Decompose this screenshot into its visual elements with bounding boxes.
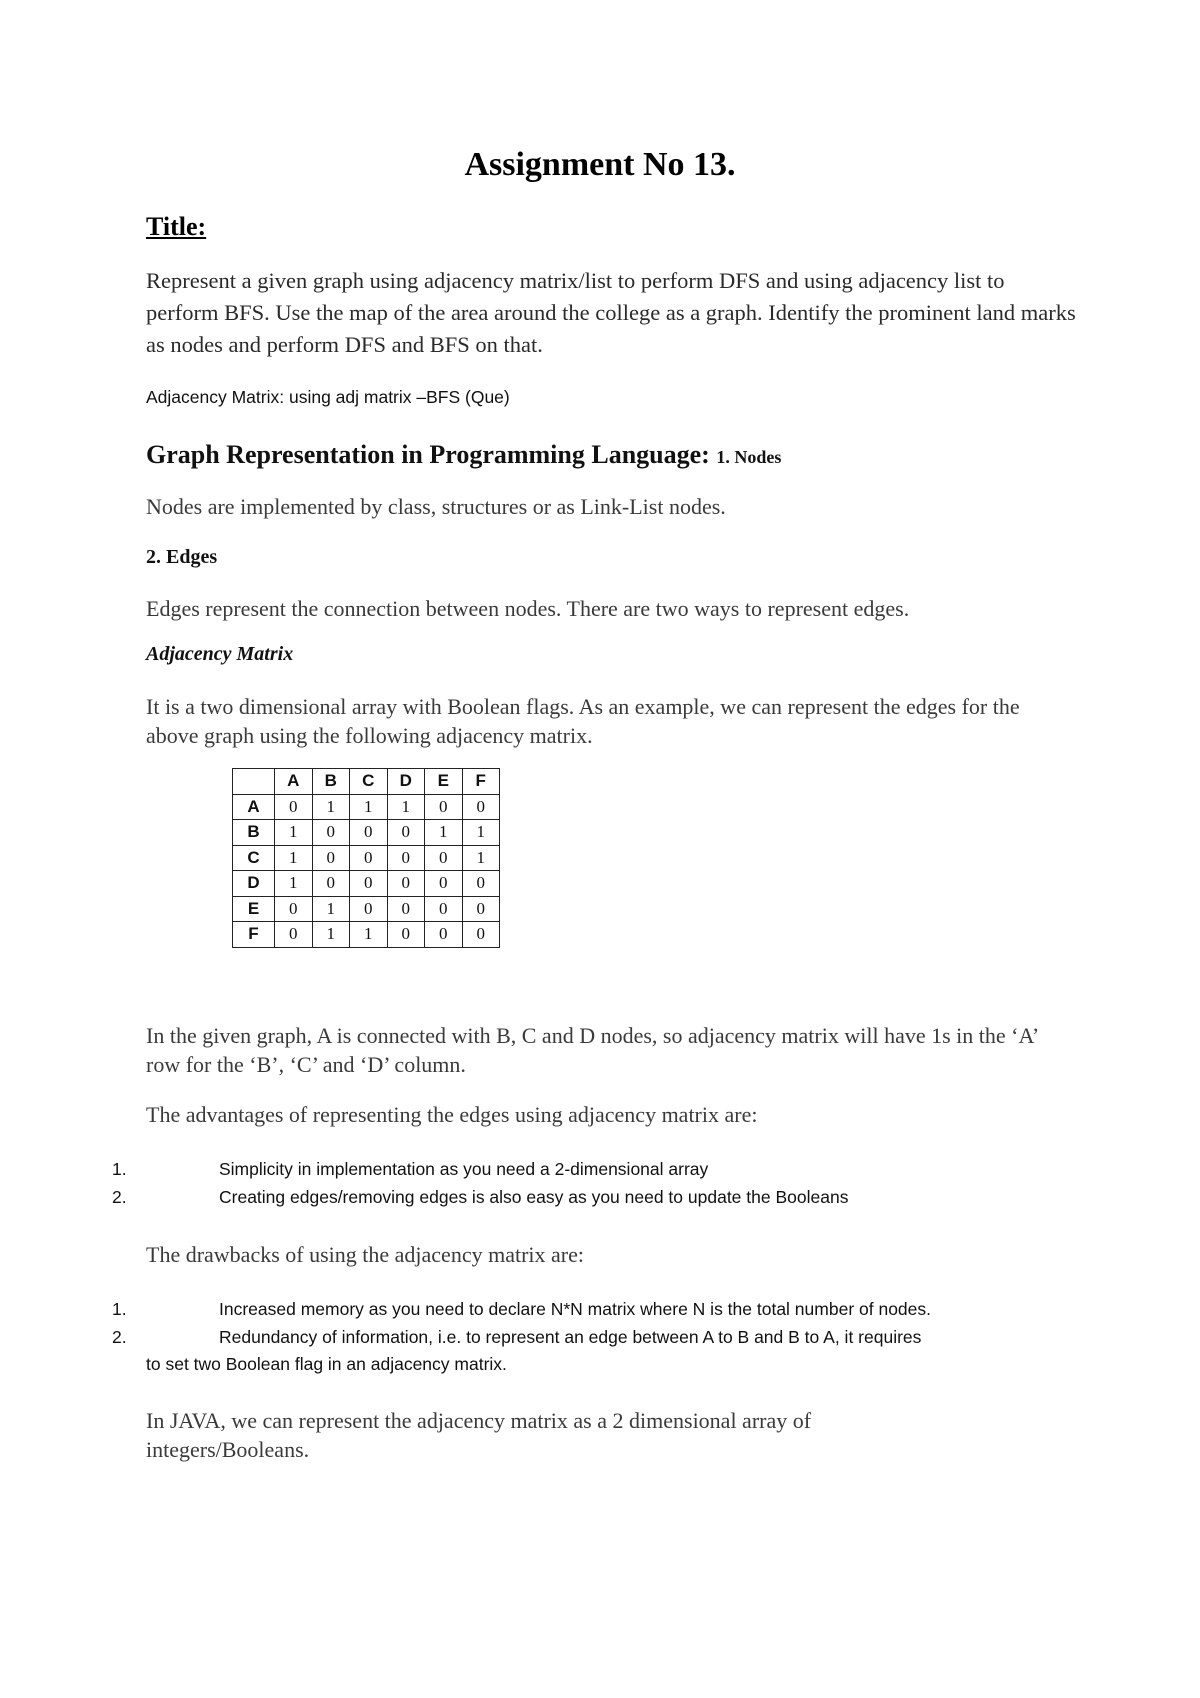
matrix-row-header: E [233,896,275,922]
matrix-explanation: In the given graph, A is connected with B, C and D nodes, so adjacency matrix will have 1s in the ‘A’ row for the ‘B’, ‘C’ and ‘D’ column. [146,1023,1038,1077]
matrix-cell: 0 [425,896,463,922]
nodes-text: Nodes are implemented by class, structures or as Link-List nodes. [146,494,726,519]
matrix-column-header: D [387,769,425,795]
advantage-number: 2. [112,1187,127,1207]
matrix-cell: 1 [312,794,350,820]
matrix-cell: 0 [387,896,425,922]
matrix-cell: 0 [387,871,425,897]
matrix-cell: 1 [425,820,463,846]
matrix-column-header: A [275,769,313,795]
matrix-row [233,896,500,922]
matrix-cell: 1 [312,896,350,922]
section-heading [146,440,781,470]
matrix-cell: 0 [462,871,500,897]
matrix-cell: 0 [387,820,425,846]
adjacency-matrix-label: Adjacency Matrix [146,643,294,665]
drawback-number: 1. [112,1299,127,1319]
adjacency-matrix-table [232,768,500,948]
matrix-cell: 1 [275,845,313,871]
matrix-cell: 0 [387,922,425,948]
matrix-cell: 0 [350,896,388,922]
matrix-row-header: C [233,845,275,871]
matrix-cell: 0 [387,845,425,871]
matrix-column-header: B [312,769,350,795]
edges-text: Edges represent the connection between nodes. There are two ways to represent edges. [146,596,910,621]
matrix-column-header: E [425,769,463,795]
matrix-cell: 0 [312,845,350,871]
matrix-row-header: B [233,820,275,846]
section-heading-text: Graph Representation in Programming Language: [146,440,710,469]
matrix-cell: 0 [275,922,313,948]
title-label: Title: [146,212,207,241]
matrix-cell: 0 [312,820,350,846]
matrix-row-header: F [233,922,275,948]
matrix-cell: 1 [275,871,313,897]
matrix-cell: 0 [275,794,313,820]
advantage-text: Creating edges/removing edges is also easy as you need to update the Booleans [219,1187,849,1207]
matrix-row [233,922,500,948]
matrix-row [233,794,500,820]
matrix-row [233,820,500,846]
matrix-cell: 1 [350,794,388,820]
matrix-cell: 1 [462,845,500,871]
matrix-cell: 0 [462,922,500,948]
matrix-cell: 0 [462,794,500,820]
advantage-text: Simplicity in implementation as you need a 2-dimensional array [219,1159,709,1179]
matrix-cell: 0 [312,871,350,897]
edges-label: 2. Edges [146,546,218,568]
matrix-cell: 0 [425,794,463,820]
matrix-cell: 0 [275,896,313,922]
matrix-header-row [233,769,500,795]
advantage-item [0,1187,1200,1213]
assignment-title: Assignment No 13. [464,146,736,183]
matrix-cell: 0 [350,845,388,871]
matrix-cell: 0 [425,845,463,871]
matrix-cell: 0 [462,896,500,922]
matrix-corner-cell [233,769,275,795]
drawback-item [0,1327,1200,1353]
matrix-cell: 0 [425,922,463,948]
drawback-text: Redundancy of information, i.e. to represent an edge between A to B and B to A, it requires [219,1327,922,1347]
drawback-text: Increased memory as you need to declare N*N matrix where N is the total number of nodes. [219,1299,932,1319]
matrix-row-header: A [233,794,275,820]
drawback-item [0,1299,1200,1325]
drawback-number: 2. [112,1327,127,1347]
matrix-column-header: C [350,769,388,795]
java-text: In JAVA, we can represent the adjacency matrix as a 2 dimensional array of integers/Booleans. [146,1408,812,1462]
adjacency-note: Adjacency Matrix: using adj matrix –BFS (Que) [146,387,510,407]
matrix-cell: 1 [387,794,425,820]
matrix-cell: 0 [425,871,463,897]
matrix-cell: 0 [350,820,388,846]
drawbacks-intro: The drawbacks of using the adjacency matrix are: [146,1242,584,1267]
drawback-continuation: to set two Boolean flag in an adjacency matrix. [146,1354,507,1374]
adjacency-matrix-description: It is a two dimensional array with Boolean flags. As an example, we can represent the edges for the above graph using the following adjacency matrix. [146,694,1020,748]
advantage-number: 1. [112,1159,127,1179]
nodes-subheading: 1. Nodes [716,447,782,467]
matrix-row [233,845,500,871]
matrix-row [233,871,500,897]
matrix-cell: 1 [312,922,350,948]
matrix-cell: 1 [350,922,388,948]
matrix-cell: 1 [275,820,313,846]
advantage-item [0,1159,1200,1185]
matrix-column-header: F [462,769,500,795]
matrix-row-header: D [233,871,275,897]
matrix-cell: 1 [462,820,500,846]
matrix-cell: 0 [350,871,388,897]
title-text: Represent a given graph using adjacency matrix/list to perform DFS and using adjacency list to perform BFS. Use the map of the area around the college as a graph. Identify the prominent land marks as nodes and perform DFS and BFS on that. [146,268,1076,357]
advantages-intro: The advantages of representing the edges using adjacency matrix are: [146,1102,758,1127]
